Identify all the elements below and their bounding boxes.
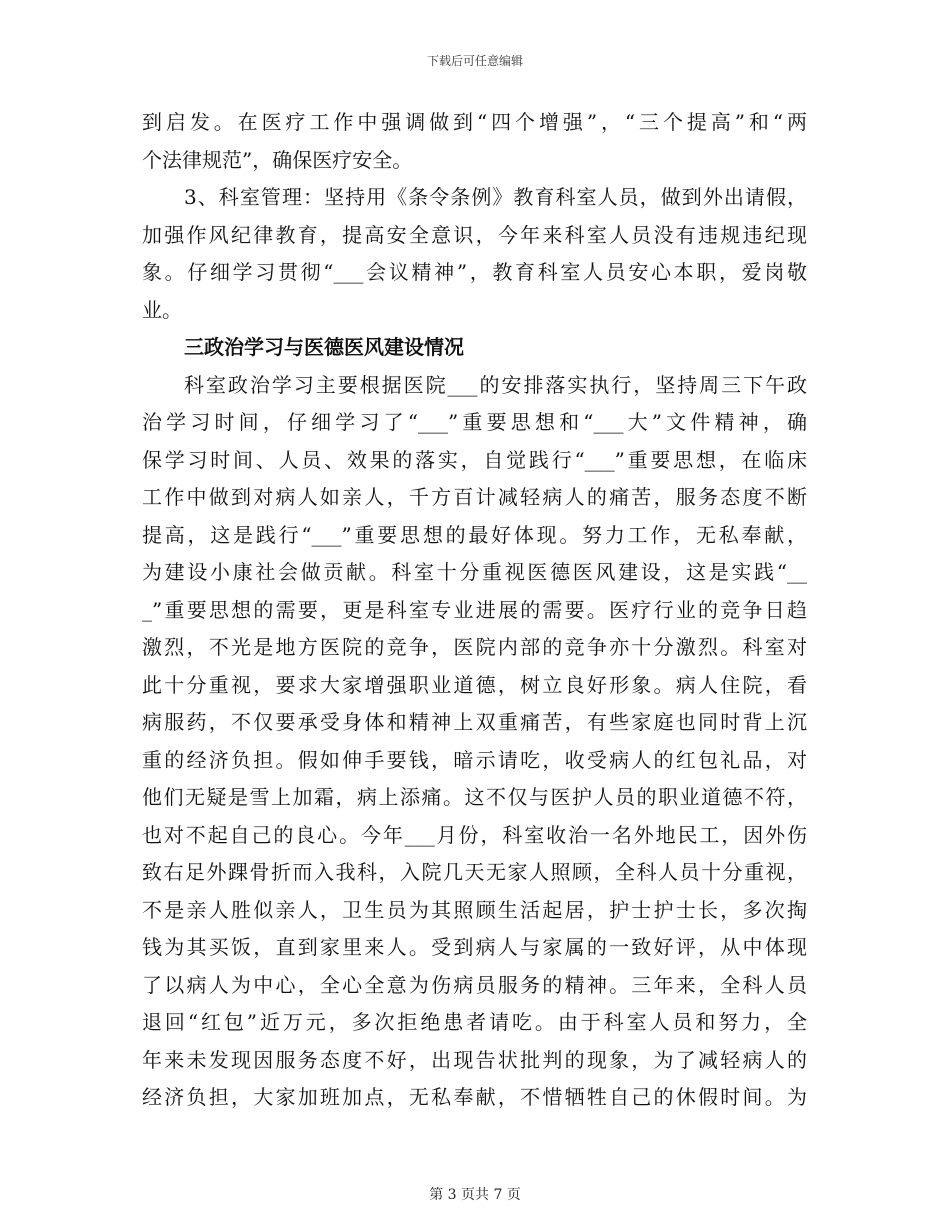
text-line: _”重要思想的需要，更是科室专业进展的需要。医疗行业的竞争日趋 xyxy=(142,597,807,622)
text-line: 也对不起自己的良心。今年___月份，科室收治一名外地民工，因外伤 xyxy=(142,822,807,847)
text-line: 了以病人为中心，全心全意为伤病员服务的精神。三年来，全科人员 xyxy=(142,972,807,997)
text-line: 退回“红包”近万元，多次拒绝患者请吃。由于科室人员和努力，全 xyxy=(142,1010,807,1034)
text-line: 治学习时间，仔细学习了“___”重要思想和“___大”文件精神，确 xyxy=(142,410,807,434)
text-line: 此十分重视，要求大家增强职业道德，树立良好形象。病人住院，看 xyxy=(142,672,807,697)
document-body xyxy=(142,104,807,1117)
page-footer: 第 3 页共 7 页 xyxy=(429,1187,521,1203)
text-line: 工作中做到对病人如亲人，千方百计减轻病人的痛苦，服务态度不断 xyxy=(142,485,807,509)
text-line: 经济负担，大家加班加点，无私奉献，不惜牺牲自己的休假时间。为 xyxy=(142,1085,807,1109)
text-line: 到启发。在医疗工作中强调做到“四个增强”，“三个提高”和“两 xyxy=(142,110,807,134)
text-line: 3、科室管理：坚持用《条令条例》教育科室人员，做到外出请假， xyxy=(184,185,807,209)
section-heading: 三政治学习与医德医风建设情况 xyxy=(184,335,464,359)
text-line: 个法律规范”，确保医疗安全。 xyxy=(142,147,413,172)
text-line: 年来未发现因服务态度不好，出现告状批判的现象，为了减轻病人的 xyxy=(142,1047,807,1072)
text-line: 他们无疑是雪上加霜，病上添痛。这不仅与医护人员的职业道德不符， xyxy=(142,785,807,809)
text-line: 象。仔细学习贯彻“___会议精神”，教育科室人员安心本职，爱岗敬 xyxy=(142,260,807,284)
text-line: 不是亲人胜似亲人，卫生员为其照顾生活起居，护士护士长，多次掏 xyxy=(142,897,807,922)
text-line: 重的经济负担。假如伸手要钱，暗示请吃，收受病人的红包礼品，对 xyxy=(142,747,807,772)
text-line: 激烈，不光是地方医院的竞争，医院内部的竞争亦十分激烈。科室对 xyxy=(142,635,807,659)
text-line: 加强作风纪律教育，提高安全意识，今年来科室人员没有违规违纪现 xyxy=(142,222,807,247)
text-line: 保学习时间、人员、效果的落实，自觉践行“___”重要思想，在临床 xyxy=(142,447,807,472)
text-line: 科室政治学习主要根据医院___的安排落实执行，坚持周三下午政 xyxy=(184,372,807,397)
text-line: 致右足外踝骨折而入我科，入院几天无家人照顾，全科人员十分重视， xyxy=(142,860,807,884)
text-line: 病服药，不仅要承受身体和精神上双重痛苦，有些家庭也同时背上沉 xyxy=(142,710,807,734)
text-line: 业。 xyxy=(142,297,182,322)
page-header: 下载后可任意编辑 xyxy=(426,54,523,68)
text-line: 为建设小康社会做贡献。科室十分重视医德医风建设，这是实践“__ xyxy=(142,560,807,584)
text-line: 钱为其买饭，直到家里来人。受到病人与家属的一致好评，从中体现 xyxy=(142,935,807,959)
text-line: 提高，这是践行“___”重要思想的最好体现。努力工作，无私奉献， xyxy=(142,522,807,547)
